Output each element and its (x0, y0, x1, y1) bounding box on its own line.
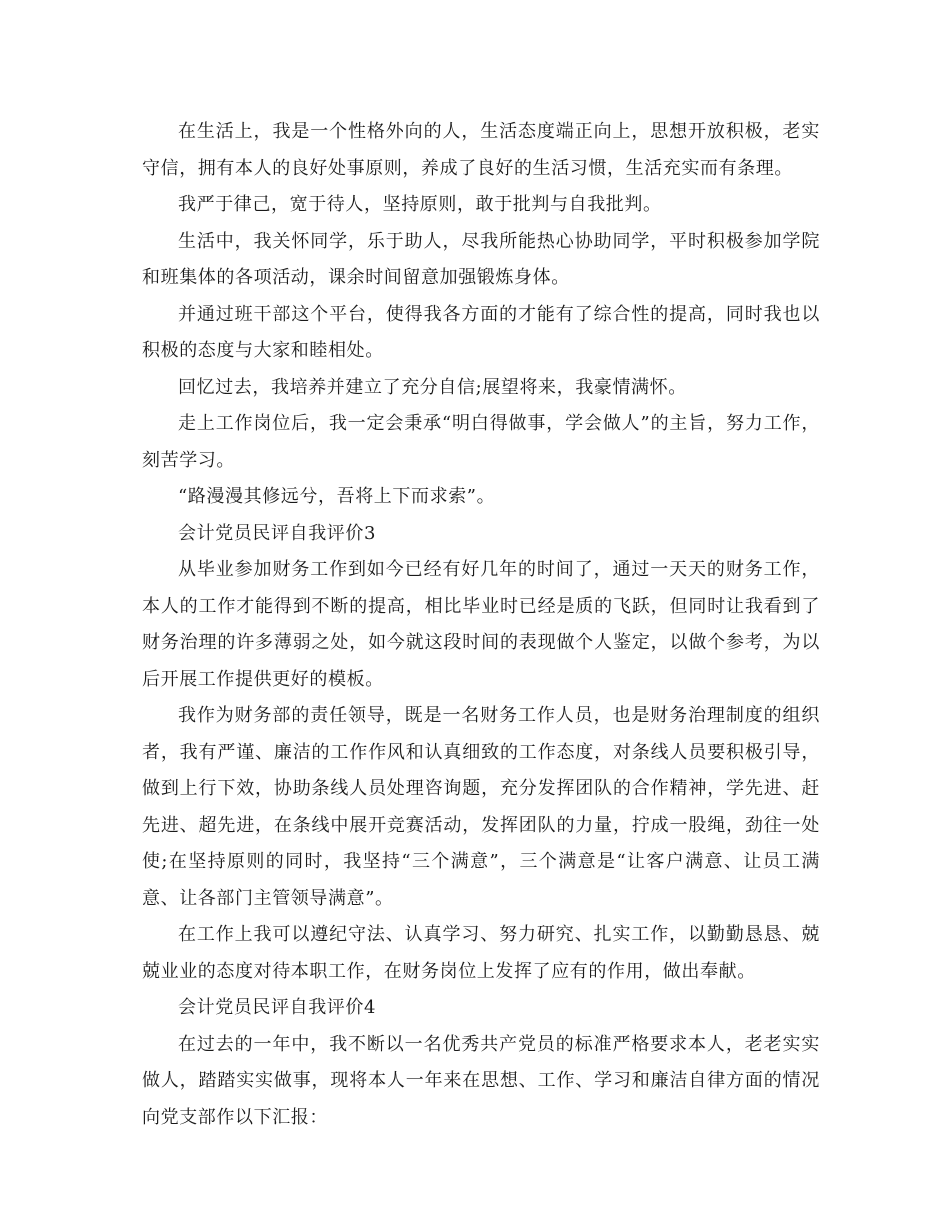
paragraph-work-diligence: 在工作上我可以遵纪守法、认真学习、努力研究、扎实工作，以勤勤恳恳、兢兢业业的态度对待本职工作，在财务岗位上发挥了应有的作用，做出奉献。 (142, 924, 820, 982)
paragraph-quote: “路漫漫其修远兮，吾将上下而求索”。 (178, 486, 496, 507)
paragraph-class-cadre: 并通过班干部这个平台，使得我各方面的才能有了综合性的提高，同时我也以积极的态度与大家和睦相处。 (142, 303, 820, 361)
paragraph-work-commitment: 走上工作岗位后，我一定会秉承“明白得做事，学会做人”的主旨，努力工作，刻苦学习。 (142, 413, 820, 471)
paragraph-party-report: 在过去的一年中，我不断以一名优秀共产党员的标准严格要求本人，老老实实做人，踏踏实实做事，现将本人一年来在思想、工作、学习和廉洁自律方面的情况向党支部作以下汇报： (142, 1033, 820, 1128)
document-body (142, 114, 820, 1136)
paragraph-life-attitude: 在生活上，我是一个性格外向的人，生活态度端正向上，思想开放积极，老实守信，拥有本人的良好处事原则，养成了良好的生活习惯，生活充实而有条理。 (142, 121, 820, 179)
paragraph-recollection: 回忆过去，我培养并建立了充分自信;展望将来，我豪情满怀。 (178, 376, 687, 398)
paragraph-finance-experience: 从毕业参加财务工作到如今已经有好几年的时间了，通过一天天的财务工作，本人的工作才能得到不断的提高，相比毕业时已经是质的飞跃，但同时让我看到了财务治理的许多薄弱之处，如今就这段时间的表现做个人鉴定，以做个参考，为以后开展工作提供更好的模板。 (142, 559, 820, 690)
section-heading-4: 会计党员民评自我评价4 (178, 997, 377, 1018)
paragraph-finance-leadership: 我作为财务部的责任领导，既是一名财务工作人员，也是财务治理制度的组织者，我有严谨、廉洁的工作作风和认真细致的工作态度，对条线人员要积极引导，做到上行下效，协助条线人员处理咨询题，充分发挥团队的合作精神，学先进、赶先进、超先进，在条线中展开竞赛活动，发挥团队的力量，拧成一股绳，劲往一处使;在坚持原则的同时，我坚持“三个满意”，三个满意是“让客户满意、让员工满意、让各部门主管领导满意”。 (142, 705, 820, 909)
paragraph-self-discipline: 我严于律己，宽于待人，坚持原则，敢于批判与自我批判。 (178, 194, 662, 215)
section-heading-3: 会计党员民评自我评价3 (178, 522, 377, 544)
paragraph-helping-classmates: 生活中，我关怀同学，乐于助人，尽我所能热心协助同学，平时积极参加学院和班集体的各项活动，课余时间留意加强锻炼身体。 (142, 230, 820, 288)
